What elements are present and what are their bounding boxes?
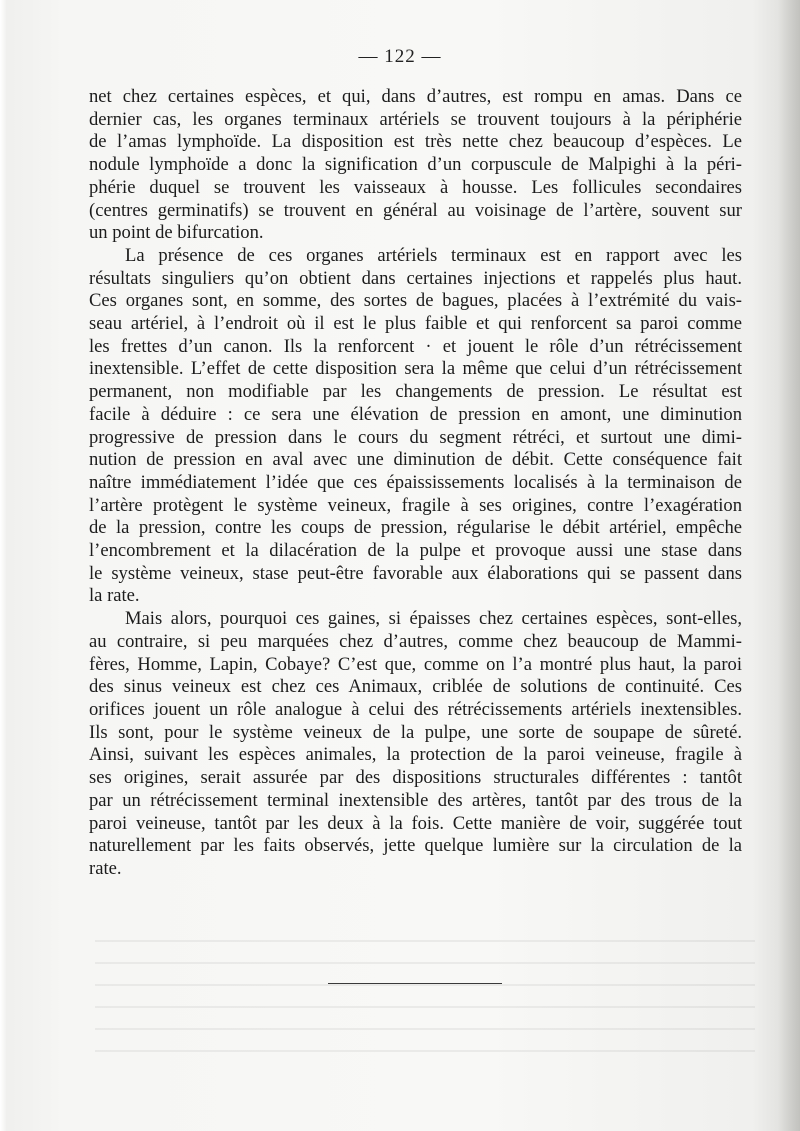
paragraph-3 (89, 608, 742, 880)
text-line: Ils sont, pour le système veineux de la pulpe, une sorte de soupape de sûreté. (89, 721, 742, 743)
text-line: ses origines, serait assurée par des dispositions structurales différentes : tantôt (89, 767, 742, 789)
text-line: La présence de ces organes artériels terminaux est en rapport avec les (125, 244, 742, 266)
text-line: progressive de pression dans le cours du segment rétréci, et surtout une dimi- (89, 426, 742, 448)
paragraph-2 (89, 245, 742, 608)
text-line: paroi veineuse, tantôt par les deux à la fois. Cette manière de voir, suggérée tout (89, 812, 742, 834)
text-line: dernier cas, les organes terminaux artériels se trouvent toujours à la périphérie (89, 108, 742, 130)
paragraph-1 (89, 86, 742, 245)
text-line: de la pression, contre les coups de pression, régularise le débit artériel, empêche (89, 517, 742, 539)
show-through-texture (95, 940, 755, 1060)
page-left-edge (0, 0, 6, 1131)
text-line: Mais alors, pourquoi ces gaines, si épaisses chez certaines espèces, sont-elles, (125, 608, 742, 630)
text-line: naturellement par les faits observés, jette quelque lumière sur la circulation de la (89, 835, 742, 857)
text-line: naître immédiatement l’idée que ces épaississements localisés à la terminaison de (89, 471, 742, 493)
text-line: au contraire, si peu marquées chez d’autres, comme chez beaucoup de Mammi- (89, 630, 742, 652)
text-line: le système veineux, stase peut-être favorable aux élaborations qui se passent dans (89, 562, 742, 584)
text-line: net chez certaines espèces, et qui, dans d’autres, est rompu en amas. Dans ce (89, 86, 742, 107)
text-line: la rate. (89, 585, 140, 607)
text-line: par un rétrécissement terminal inextensible des artères, tantôt par des trous de la (89, 789, 742, 811)
text-line: rate. (89, 857, 122, 879)
text-line: un point de bifurcation. (89, 222, 264, 244)
text-line: l’encombrement et la dilacération de la pulpe et provoque aussi une stase dans (89, 540, 742, 562)
text-line: fères, Homme, Lapin, Cobaye? C’est que, comme on l’a montré plus haut, la paroi (89, 653, 742, 675)
text-line: phérie duquel se trouvent les vaisseaux à housse. Les follicules secondaires (89, 176, 742, 198)
text-line: inextensible. L’effet de cette disposition sera la même que celui d’un rétrécissement (89, 358, 742, 380)
body-text (89, 86, 742, 881)
text-line: orifices jouent un rôle analogue à celui des rétrécissements artériels inextensibles. (89, 698, 742, 720)
text-line: résultats singuliers qu’on obtient dans certaines injections et rappelés plus haut. (89, 267, 742, 289)
text-line: Ainsi, suivant les espèces animales, la protection de la paroi veineuse, fragile à (89, 744, 742, 766)
text-line: l’artère protègent le système veineux, fragile à ses origines, contre l’exagération (89, 494, 742, 516)
text-line: de l’amas lymphoïde. La disposition est très nette chez beaucoup d’espèces. Le (89, 131, 742, 153)
page-gutter-shadow (778, 0, 800, 1131)
text-line: Ces organes sont, en somme, des sortes de bagues, placées à l’extrémité du vais- (89, 290, 742, 312)
text-line: seau artériel, à l’endroit où il est le plus faible et qui renforcent sa paroi comme (89, 313, 742, 335)
page-number: — 122 — (358, 46, 442, 67)
text-line: nution de pression en aval avec une diminution de débit. Cette conséquence fait (89, 449, 742, 471)
text-line: (centres germinatifs) se trouvent en général au voisinage de l’artère, souvent sur (89, 199, 742, 221)
text-line: nodule lymphoïde a donc la signification d’un corpuscule de Malpighi à la péri- (89, 154, 742, 176)
text-line: les frettes d’un canon. Ils la renforcent · et jouent le rôle d’un rétrécissement (89, 335, 742, 357)
text-line: facile à déduire : ce sera une élévation de pression en amont, une diminution (89, 403, 742, 425)
text-line: permanent, non modifiable par les changements de pression. Le résultat est (89, 381, 742, 403)
text-line: des sinus veineux est chez ces Animaux, criblée de solutions de continuité. Ces (89, 676, 742, 698)
